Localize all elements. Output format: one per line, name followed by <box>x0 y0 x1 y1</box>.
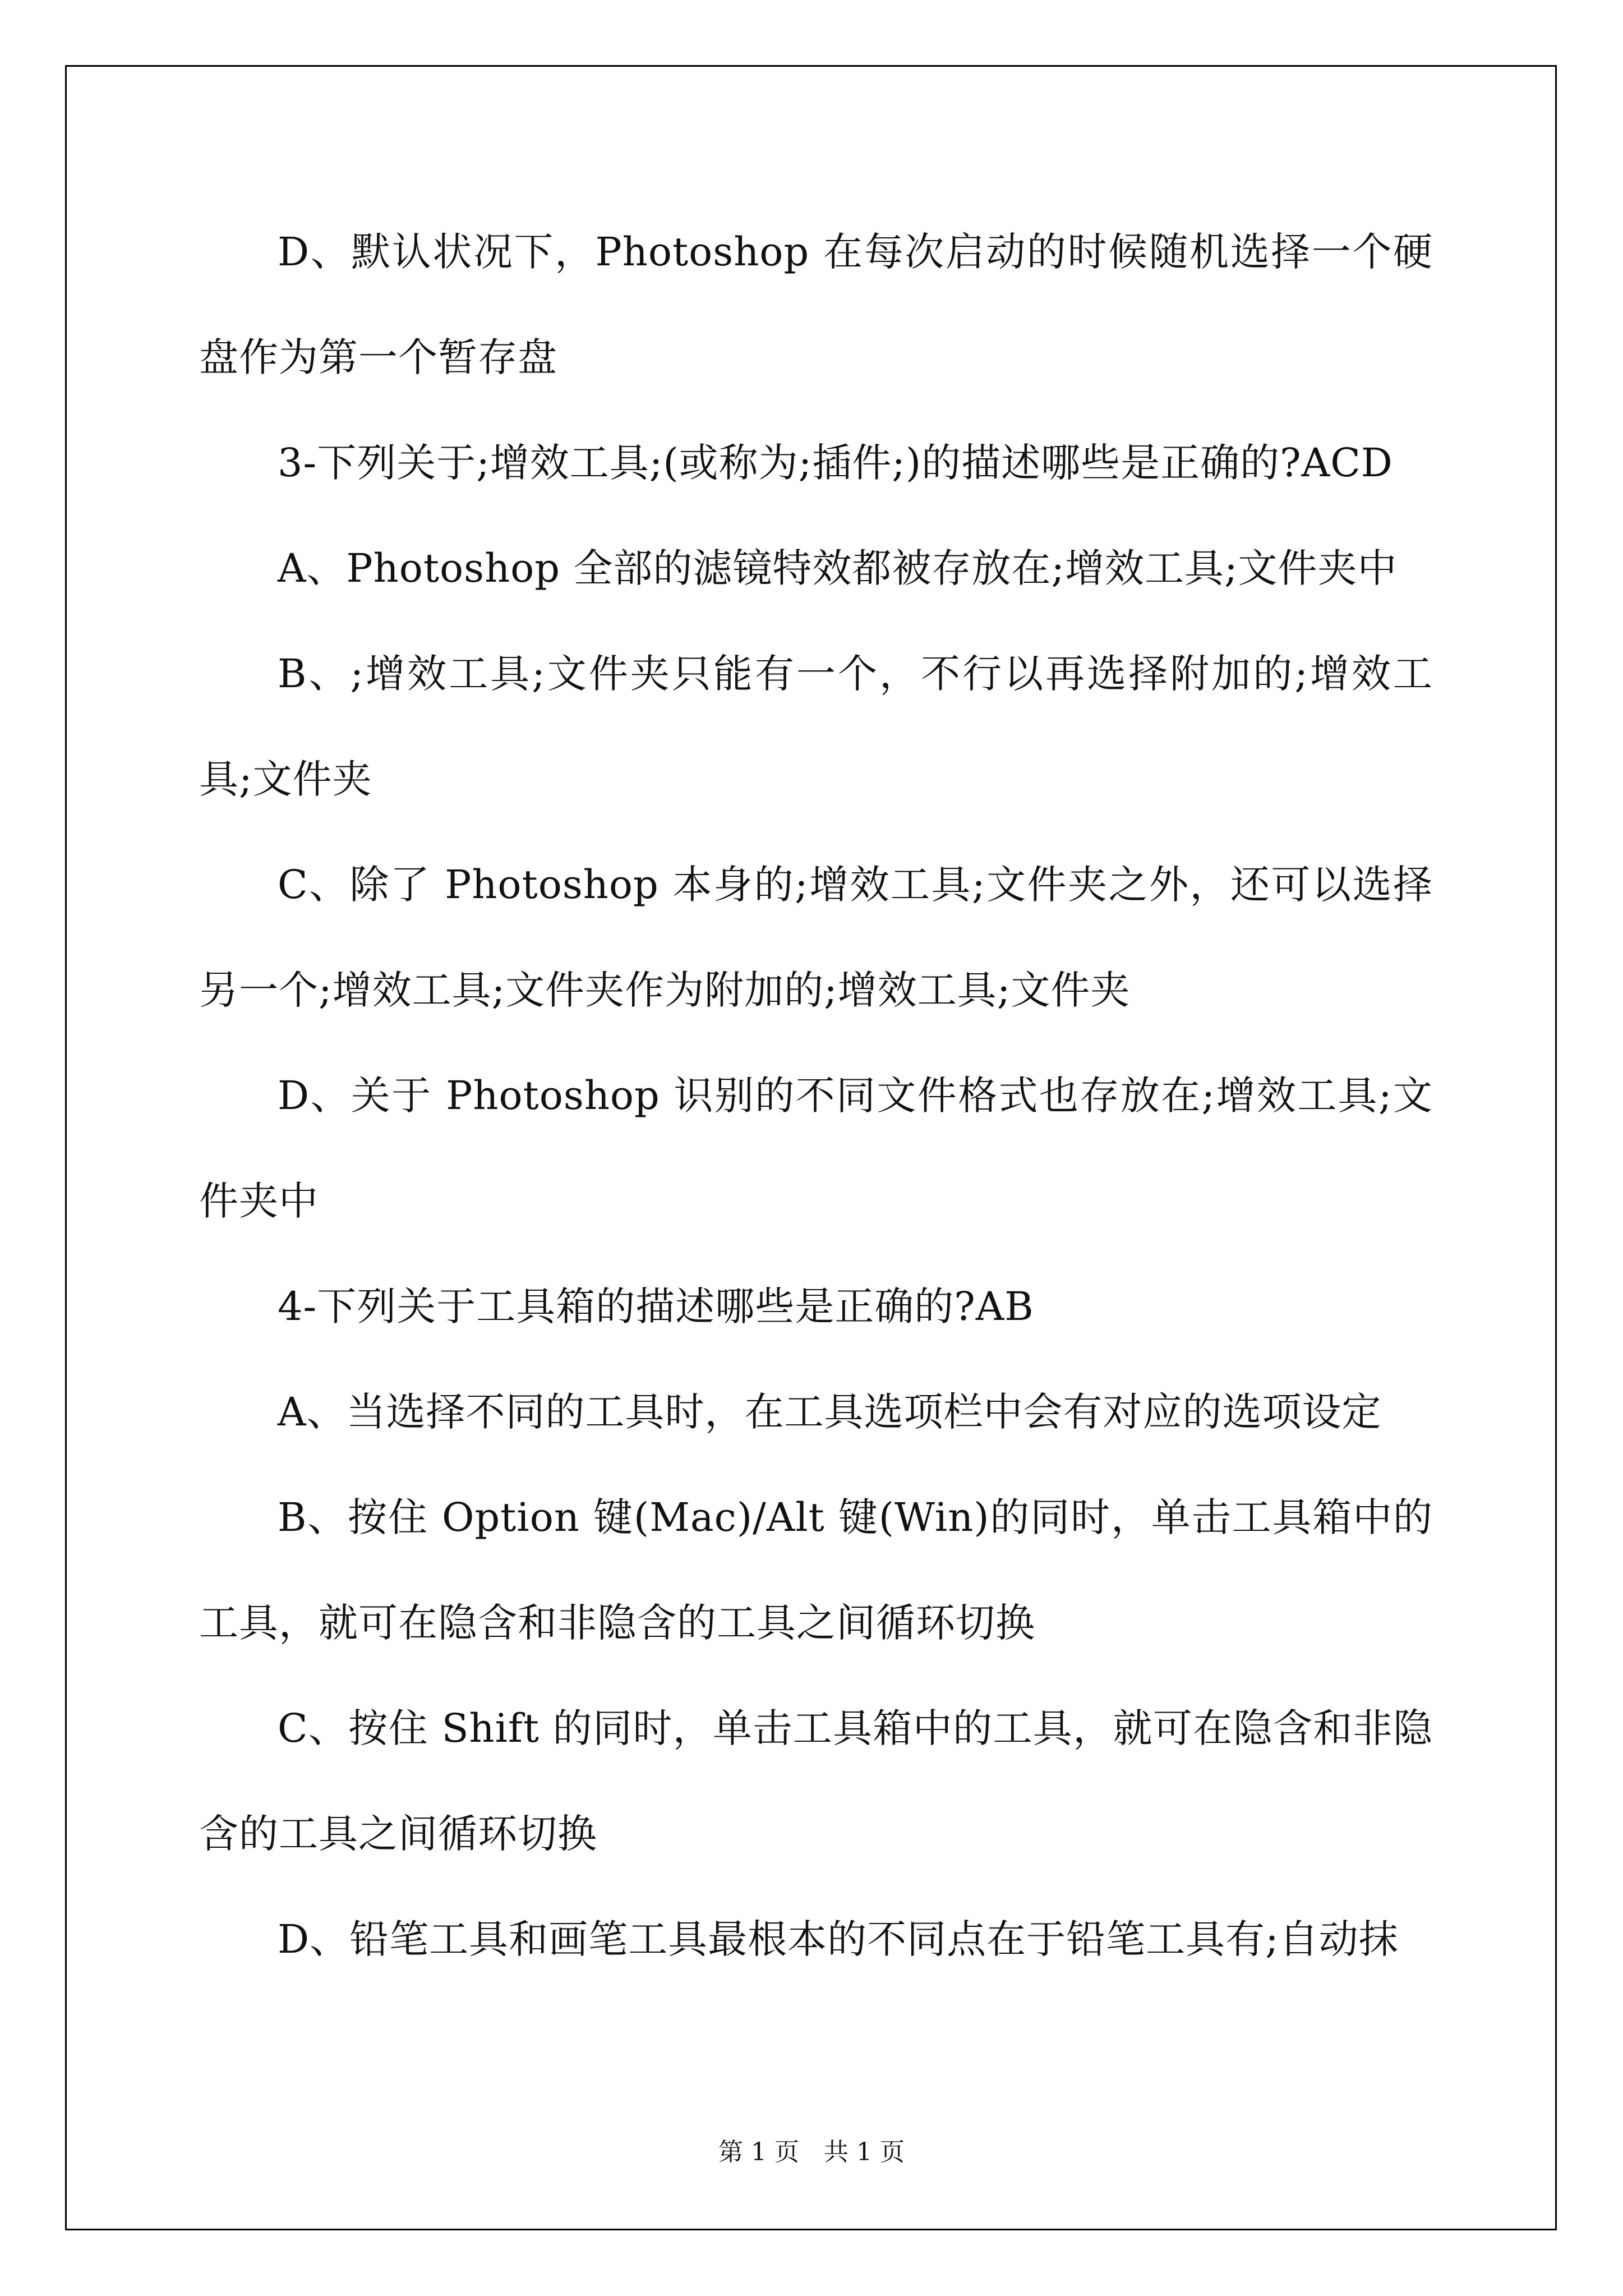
paragraph-q3-option-b: B、;增效工具;文件夹只能有一个，不行以再选择附加的;增效工具;文件夹 <box>199 651 1433 802</box>
paragraph-q4-option-a: A、当选择不同的工具时，在工具选项栏中会有对应的选项设定 <box>278 1389 1382 1435</box>
paragraph-q3-option-d: D、关于 Photoshop 识别的不同文件格式也存放在;增效工具;文件夹中 <box>199 1073 1433 1224</box>
paragraph-q4-option-d: D、铅笔工具和画笔工具最根本的不同点在于铅笔工具有;自动抹 <box>278 1916 1399 1962</box>
paragraph-question-4: 4-下列关于工具箱的描述哪些是正确的?AB <box>278 1283 1034 1329</box>
paragraph-option-d-scratch-disk: D、默认状况下，Photoshop 在每次启动的时候随机选择一个硬盘作为第一个暂存盘 <box>199 229 1433 380</box>
paragraph-question-3: 3-下列关于;增效工具;(或称为;插件;)的描述哪些是正确的?ACD <box>278 440 1393 486</box>
page-number-footer: 第 1 页 共 1 页 <box>718 2138 905 2166</box>
paragraph-q3-option-a: A、Photoshop 全部的滤镜特效都被存放在;增效工具;文件夹中 <box>278 545 1398 591</box>
paragraph-q4-option-b: B、按住 Option 键(Mac)/Alt 键(Win)的同时，单击工具箱中的工具，就可在隐含和非隐含的工具之间循环切换 <box>199 1494 1433 1646</box>
paragraph-q3-option-c: C、除了 Photoshop 本身的;增效工具;文件夹之外，还可以选择另一个;增效工具;文件夹作为附加的;增效工具;文件夹 <box>199 862 1433 1013</box>
paragraph-q4-option-c: C、按住 Shift 的同时，单击工具箱中的工具，就可在隐含和非隐含的工具之间循环切换 <box>199 1705 1433 1857</box>
document-body <box>199 199 1433 1992</box>
